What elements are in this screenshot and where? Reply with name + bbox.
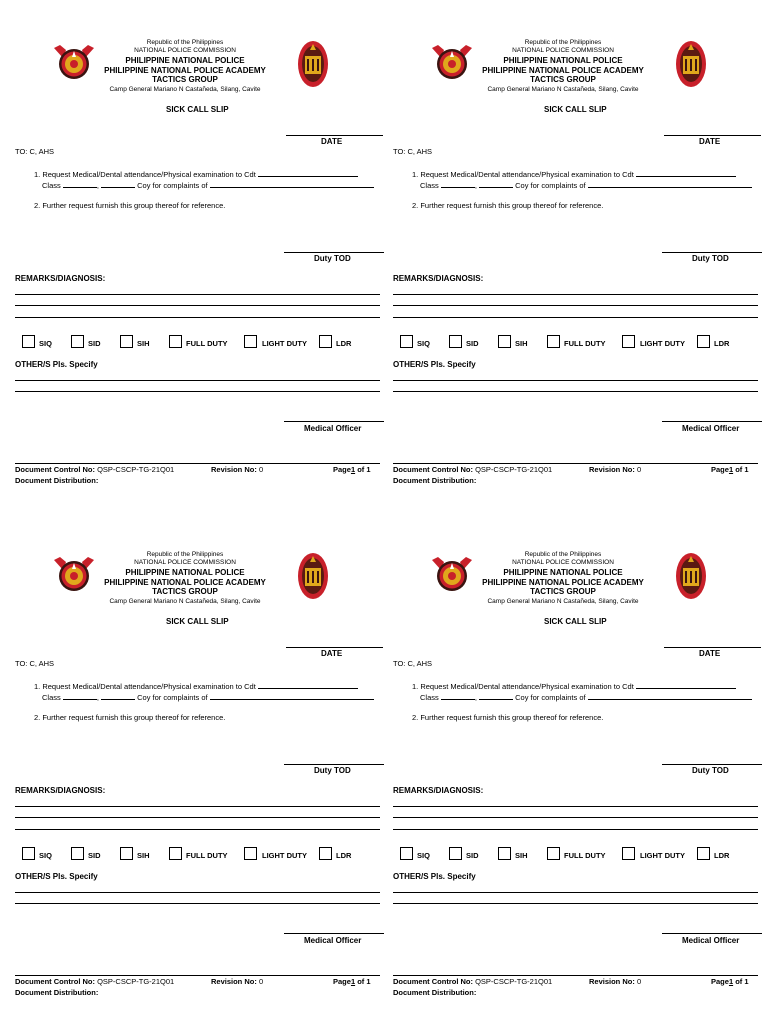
request-1: 1. Request Medical/Dental attendance/Physical examination to Cdt (412, 169, 736, 179)
class-line: Class , Coy for complaints of (420, 180, 752, 190)
siq-checkbox[interactable] (400, 335, 413, 348)
revision: Revision No: 0 (589, 465, 642, 474)
ldr-checkbox[interactable] (319, 335, 332, 348)
academy-text: PHILIPPINE NATIONAL POLICE ACADEMY (482, 66, 644, 75)
pnp-text: PHILIPPINE NATIONAL POLICE (125, 568, 245, 577)
light-duty-label: LIGHT DUTY (640, 851, 685, 860)
complaints-field[interactable] (210, 180, 374, 188)
cdt-name-field[interactable] (636, 169, 736, 177)
request-2: 2. Further request furnish this group thereof for reference. (412, 713, 604, 722)
cdt-name-field[interactable] (258, 169, 358, 177)
group-text: TACTICS GROUP (152, 75, 218, 84)
request-2: 2. Further request furnish this group thereof for reference. (34, 713, 226, 722)
coy-field[interactable] (101, 692, 135, 700)
complaints-field[interactable] (588, 692, 752, 700)
ldr-label: LDR (336, 851, 352, 860)
document-distribution: Document Distribution: (15, 988, 99, 997)
commission-text: NATIONAL POLICE COMMISSION (134, 559, 236, 566)
ldr-checkbox[interactable] (319, 847, 332, 860)
medical-officer-label: Medical Officer (304, 424, 362, 433)
class-line: Class , Coy for complaints of (42, 692, 374, 702)
date-line (664, 135, 761, 136)
duty-tod-label: Duty TOD (692, 254, 729, 263)
ldr-label: LDR (336, 339, 352, 348)
group-text: TACTICS GROUP (152, 587, 218, 596)
class-field[interactable] (441, 692, 475, 700)
form-title: SICK CALL SLIP (544, 105, 607, 114)
to-line: TO: C, AHS (393, 147, 433, 156)
pnp-text: PHILIPPINE NATIONAL POLICE (125, 56, 245, 65)
republic-text: Republic of the Philippines (146, 551, 224, 558)
sih-checkbox[interactable] (498, 847, 511, 860)
others-line[interactable] (15, 380, 380, 381)
academy-text: PHILIPPINE NATIONAL POLICE ACADEMY (482, 578, 644, 587)
light-duty-label: LIGHT DUTY (640, 339, 685, 348)
siq-checkbox[interactable] (22, 335, 35, 348)
cdt-name-field[interactable] (636, 681, 736, 689)
document-control: Document Control No: QSP-CSCP-TG-21Q01 (15, 977, 175, 986)
others-label: OTHER/S Pls. Specify (393, 872, 476, 881)
class-line: Class , Coy for complaints of (420, 692, 752, 702)
light-duty-label: LIGHT DUTY (262, 851, 307, 860)
remarks-line[interactable] (393, 294, 758, 295)
form-title: SICK CALL SLIP (166, 617, 229, 626)
medical-officer-line (662, 933, 762, 934)
medical-officer-label: Medical Officer (682, 936, 740, 945)
sih-checkbox[interactable] (498, 335, 511, 348)
others-line[interactable] (15, 903, 380, 904)
address-text: Camp General Mariano N Castañeda, Silang, Cavite (487, 598, 639, 605)
siq-label: SIQ (39, 339, 52, 348)
remarks-line[interactable] (393, 317, 758, 318)
full-duty-label: FULL DUTY (186, 851, 228, 860)
duty-tod-line (662, 252, 762, 253)
light-duty-checkbox[interactable] (622, 847, 635, 860)
pnp-text: PHILIPPINE NATIONAL POLICE (503, 568, 623, 577)
light-duty-checkbox[interactable] (622, 335, 635, 348)
request-2: 2. Further request furnish this group thereof for reference. (34, 201, 226, 210)
page-number: Page1 of 1 (711, 977, 749, 986)
date-label: DATE (321, 137, 343, 146)
cdt-name-field[interactable] (258, 681, 358, 689)
remarks-label: REMARKS/DIAGNOSIS: (393, 274, 484, 283)
document-distribution: Document Distribution: (15, 476, 99, 485)
date-label: DATE (699, 649, 721, 658)
full-duty-checkbox[interactable] (547, 847, 560, 860)
to-line: TO: C, AHS (15, 659, 55, 668)
to-line: TO: C, AHS (393, 659, 433, 668)
republic-text: Republic of the Philippines (524, 551, 602, 558)
coy-field[interactable] (479, 180, 513, 188)
ldr-checkbox[interactable] (697, 847, 710, 860)
revision: Revision No: 0 (589, 977, 642, 986)
date-line (286, 135, 383, 136)
others-line[interactable] (393, 903, 758, 904)
form-title: SICK CALL SLIP (166, 105, 229, 114)
remarks-label: REMARKS/DIAGNOSIS: (393, 786, 484, 795)
date-line (664, 647, 761, 648)
page-number: Page1 of 1 (333, 465, 371, 474)
coy-field[interactable] (101, 180, 135, 188)
sid-checkbox[interactable] (449, 335, 462, 348)
others-line[interactable] (393, 391, 758, 392)
sick-call-slip (0, 0, 378, 500)
republic-text: Republic of the Philippines (524, 39, 602, 46)
date-label: DATE (699, 137, 721, 146)
sid-label: SID (466, 339, 479, 348)
footer-divider (393, 463, 758, 464)
republic-text: Republic of the Philippines (146, 39, 224, 46)
remarks-line[interactable] (15, 317, 380, 318)
request-2: 2. Further request furnish this group thereof for reference. (412, 201, 604, 210)
others-label: OTHER/S Pls. Specify (15, 872, 98, 881)
address-text: Camp General Mariano N Castañeda, Silang, Cavite (109, 86, 261, 93)
siq-label: SIQ (417, 851, 430, 860)
duty-tod-label: Duty TOD (692, 766, 729, 775)
class-field[interactable] (441, 180, 475, 188)
academy-text: PHILIPPINE NATIONAL POLICE ACADEMY (104, 66, 266, 75)
medical-officer-label: Medical Officer (304, 936, 362, 945)
ldr-label: LDR (714, 851, 730, 860)
document-control: Document Control No: QSP-CSCP-TG-21Q01 (393, 465, 553, 474)
address-text: Camp General Mariano N Castañeda, Silang, Cavite (109, 598, 261, 605)
sih-checkbox[interactable] (120, 335, 133, 348)
document-distribution: Document Distribution: (393, 476, 477, 485)
remarks-line[interactable] (393, 829, 758, 830)
page-number: Page1 of 1 (333, 977, 371, 986)
light-duty-checkbox[interactable] (244, 847, 257, 860)
sid-checkbox[interactable] (71, 335, 84, 348)
group-text: TACTICS GROUP (530, 75, 596, 84)
sid-checkbox[interactable] (71, 847, 84, 860)
full-duty-checkbox[interactable] (547, 335, 560, 348)
request-1: 1. Request Medical/Dental attendance/Physical examination to Cdt (34, 169, 358, 179)
medical-officer-line (284, 933, 384, 934)
others-line[interactable] (15, 892, 380, 893)
ldr-label: LDR (714, 339, 730, 348)
group-text: TACTICS GROUP (530, 587, 596, 596)
others-line[interactable] (15, 391, 380, 392)
date-label: DATE (321, 649, 343, 658)
remarks-line[interactable] (393, 817, 758, 818)
siq-label: SIQ (39, 851, 52, 860)
sid-label: SID (88, 851, 101, 860)
class-field[interactable] (63, 692, 97, 700)
revision: Revision No: 0 (211, 977, 264, 986)
remarks-line[interactable] (393, 305, 758, 306)
duty-tod-line (284, 252, 384, 253)
academy-text: PHILIPPINE NATIONAL POLICE ACADEMY (104, 578, 266, 587)
duty-tod-label: Duty TOD (314, 766, 351, 775)
light-duty-label: LIGHT DUTY (262, 339, 307, 348)
full-duty-checkbox[interactable] (169, 335, 182, 348)
sih-checkbox[interactable] (120, 847, 133, 860)
medical-officer-line (662, 421, 762, 422)
full-duty-label: FULL DUTY (186, 339, 228, 348)
sick-call-slip (0, 512, 378, 1012)
sih-label: SIH (515, 339, 528, 348)
revision: Revision No: 0 (211, 465, 264, 474)
siq-checkbox[interactable] (400, 847, 413, 860)
document-control: Document Control No: QSP-CSCP-TG-21Q01 (393, 977, 553, 986)
full-duty-label: FULL DUTY (564, 851, 606, 860)
ldr-checkbox[interactable] (697, 335, 710, 348)
request-1: 1. Request Medical/Dental attendance/Physical examination to Cdt (412, 681, 736, 691)
medical-officer-line (284, 421, 384, 422)
sih-label: SIH (515, 851, 528, 860)
remarks-label: REMARKS/DIAGNOSIS: (15, 274, 106, 283)
commission-text: NATIONAL POLICE COMMISSION (512, 47, 614, 54)
others-label: OTHER/S Pls. Specify (393, 360, 476, 369)
sih-label: SIH (137, 851, 150, 860)
others-label: OTHER/S Pls. Specify (15, 360, 98, 369)
class-field[interactable] (63, 180, 97, 188)
coy-field[interactable] (479, 692, 513, 700)
commission-text: NATIONAL POLICE COMMISSION (512, 559, 614, 566)
footer-divider (393, 975, 758, 976)
page-number: Page1 of 1 (711, 465, 749, 474)
pnp-text: PHILIPPINE NATIONAL POLICE (503, 56, 623, 65)
medical-officer-label: Medical Officer (682, 424, 740, 433)
form-title: SICK CALL SLIP (544, 617, 607, 626)
date-line (286, 647, 383, 648)
sick-call-slip (378, 512, 756, 1012)
document-distribution: Document Distribution: (393, 988, 477, 997)
remarks-line[interactable] (15, 806, 380, 807)
remarks-line[interactable] (15, 829, 380, 830)
remarks-line[interactable] (393, 806, 758, 807)
full-duty-label: FULL DUTY (564, 339, 606, 348)
remarks-line[interactable] (15, 817, 380, 818)
request-1: 1. Request Medical/Dental attendance/Physical examination to Cdt (34, 681, 358, 691)
commission-text: NATIONAL POLICE COMMISSION (134, 47, 236, 54)
address-text: Camp General Mariano N Castañeda, Silang, Cavite (487, 86, 639, 93)
remarks-label: REMARKS/DIAGNOSIS: (15, 786, 106, 795)
document-control: Document Control No: QSP-CSCP-TG-21Q01 (15, 465, 175, 474)
class-line: Class , Coy for complaints of (42, 180, 374, 190)
siq-label: SIQ (417, 339, 430, 348)
complaints-field[interactable] (588, 180, 752, 188)
to-line: TO: C, AHS (15, 147, 55, 156)
sid-label: SID (88, 339, 101, 348)
sih-label: SIH (137, 339, 150, 348)
footer-divider (15, 975, 380, 976)
light-duty-checkbox[interactable] (244, 335, 257, 348)
sid-label: SID (466, 851, 479, 860)
duty-tod-line (662, 764, 762, 765)
remarks-line[interactable] (15, 294, 380, 295)
footer-divider (15, 463, 380, 464)
siq-checkbox[interactable] (22, 847, 35, 860)
sid-checkbox[interactable] (449, 847, 462, 860)
sick-call-slip (378, 0, 756, 500)
duty-tod-label: Duty TOD (314, 254, 351, 263)
duty-tod-line (284, 764, 384, 765)
complaints-field[interactable] (210, 692, 374, 700)
others-line[interactable] (393, 892, 758, 893)
remarks-line[interactable] (15, 305, 380, 306)
full-duty-checkbox[interactable] (169, 847, 182, 860)
others-line[interactable] (393, 380, 758, 381)
